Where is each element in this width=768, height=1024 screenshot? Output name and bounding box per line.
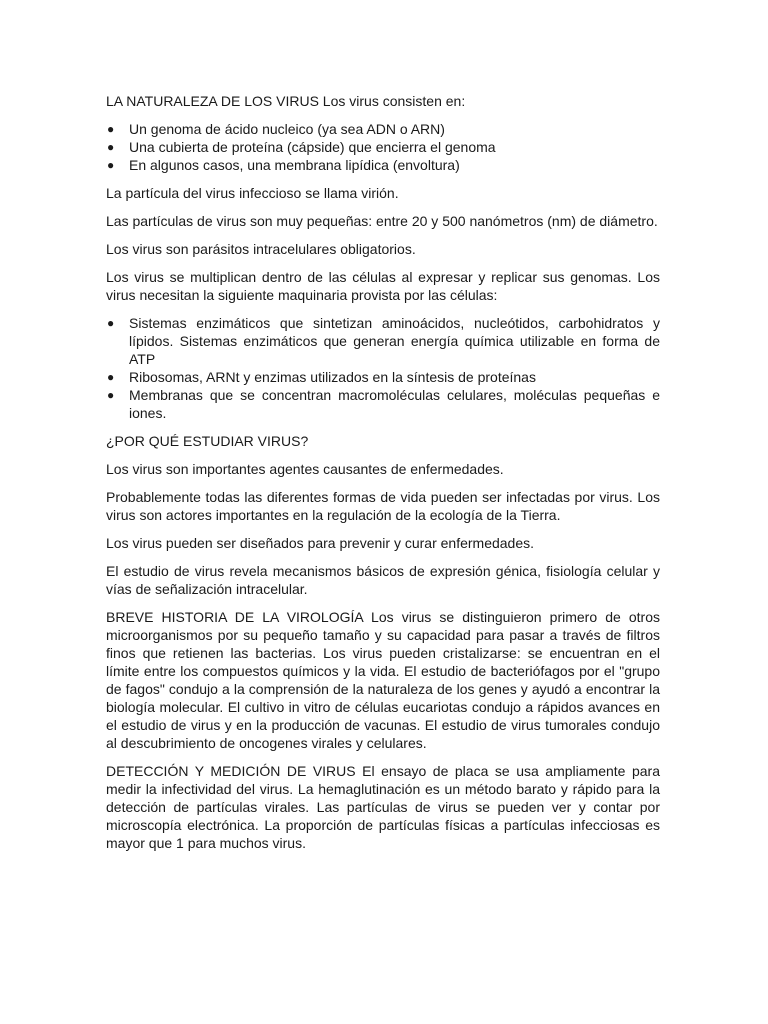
why-paragraph: El estudio de virus revela mecanismos básicos de expresión génica, fisiología celular y vías de señalización intracelular. bbox=[106, 563, 660, 597]
detection-paragraph: DETECCIÓN Y MEDICIÓN DE VIRUS El ensayo de placa se usa ampliamente para medir la infectividad del virus. La hemaglutinación es un método barato y rápido para la detección de partículas virales. Las partículas de virus se pueden ver y contar por microscopía electrónica. La proporción de partículas físicas a partículas infecciosas es mayor que 1 para muchos virus. bbox=[106, 763, 660, 851]
list-item bbox=[106, 368, 660, 386]
parasites-paragraph: Los virus son parásitos intracelulares obligatorios. bbox=[106, 241, 416, 257]
list-item bbox=[106, 314, 660, 368]
composition-list bbox=[106, 120, 660, 174]
why-paragraph: Los virus son importantes agentes causantes de enfermedades. bbox=[106, 461, 504, 477]
intro-paragraph: LA NATURALEZA DE LOS VIRUS Los virus consisten en: bbox=[106, 93, 466, 109]
bullet-icon: ● bbox=[107, 316, 115, 330]
multiply-paragraph: Los virus se multiplican dentro de las células al expresar y replicar sus genomas. Los virus necesitan la siguiente maquinaria provista por las células: bbox=[106, 269, 660, 303]
bullet-icon: ● bbox=[107, 140, 115, 154]
bullet-icon: ● bbox=[107, 370, 115, 384]
document-page bbox=[106, 92, 660, 862]
bullet-icon: ● bbox=[107, 388, 115, 402]
why-paragraph: Probablemente todas las diferentes formas de vida pueden ser infectadas por virus. Los virus son actores importantes en la regulación de la ecología de la Tierra. bbox=[106, 489, 660, 523]
virion-paragraph: La partícula del virus infeccioso se llama virión. bbox=[106, 185, 399, 201]
why-paragraph: Los virus pueden ser diseñados para prevenir y curar enfermedades. bbox=[106, 535, 535, 551]
list-item bbox=[106, 138, 660, 156]
list-item bbox=[106, 120, 660, 138]
history-paragraph: BREVE HISTORIA DE LA VIROLOGÍA Los virus se distinguieron primero de otros microorganismos por su pequeño tamaño y su capacidad para pasar a través de filtros finos que retienen las bacterias. Los virus pueden cristalizarse: se encuentran en el límite entre los compuestos químicos y la vida. El estudio de bacteriófagos por el "grupo de fagos" condujo a la comprensión de la naturaleza de los genes y ayudó a encontrar la biología molecular. El cultivo in vitro de células eucariotas condujo a rápidos avances en el estudio de virus y en la producción de vacunas. El estudio de virus tumorales condujo al descubrimiento de oncogenes virales y celulares. bbox=[106, 609, 660, 751]
machinery-list bbox=[106, 314, 660, 422]
list-item-text: En algunos casos, una membrana lipídica (envoltura) bbox=[129, 157, 460, 173]
list-item bbox=[106, 386, 660, 422]
why-heading: ¿POR QUÉ ESTUDIAR VIRUS? bbox=[106, 433, 309, 449]
list-item-text: Ribosomas, ARNt y enzimas utilizados en la síntesis de proteínas bbox=[129, 369, 536, 385]
bullet-icon: ● bbox=[107, 158, 115, 172]
list-item-text: Una cubierta de proteína (cápside) que encierra el genoma bbox=[129, 139, 496, 155]
list-item-text: Sistemas enzimáticos que sintetizan aminoácidos, nucleótidos, carbohidratos y lípidos. Sistemas enzimáticos que generan energía química utilizable en forma de ATP bbox=[129, 315, 660, 367]
bullet-icon: ● bbox=[107, 122, 115, 136]
size-paragraph: Las partículas de virus son muy pequeñas: entre 20 y 500 nanómetros (nm) de diámetro. bbox=[106, 213, 658, 229]
list-item-text: Membranas que se concentran macromoléculas celulares, moléculas pequeñas e iones. bbox=[129, 387, 660, 421]
list-item bbox=[106, 156, 660, 174]
list-item-text: Un genoma de ácido nucleico (ya sea ADN o ARN) bbox=[129, 121, 445, 137]
